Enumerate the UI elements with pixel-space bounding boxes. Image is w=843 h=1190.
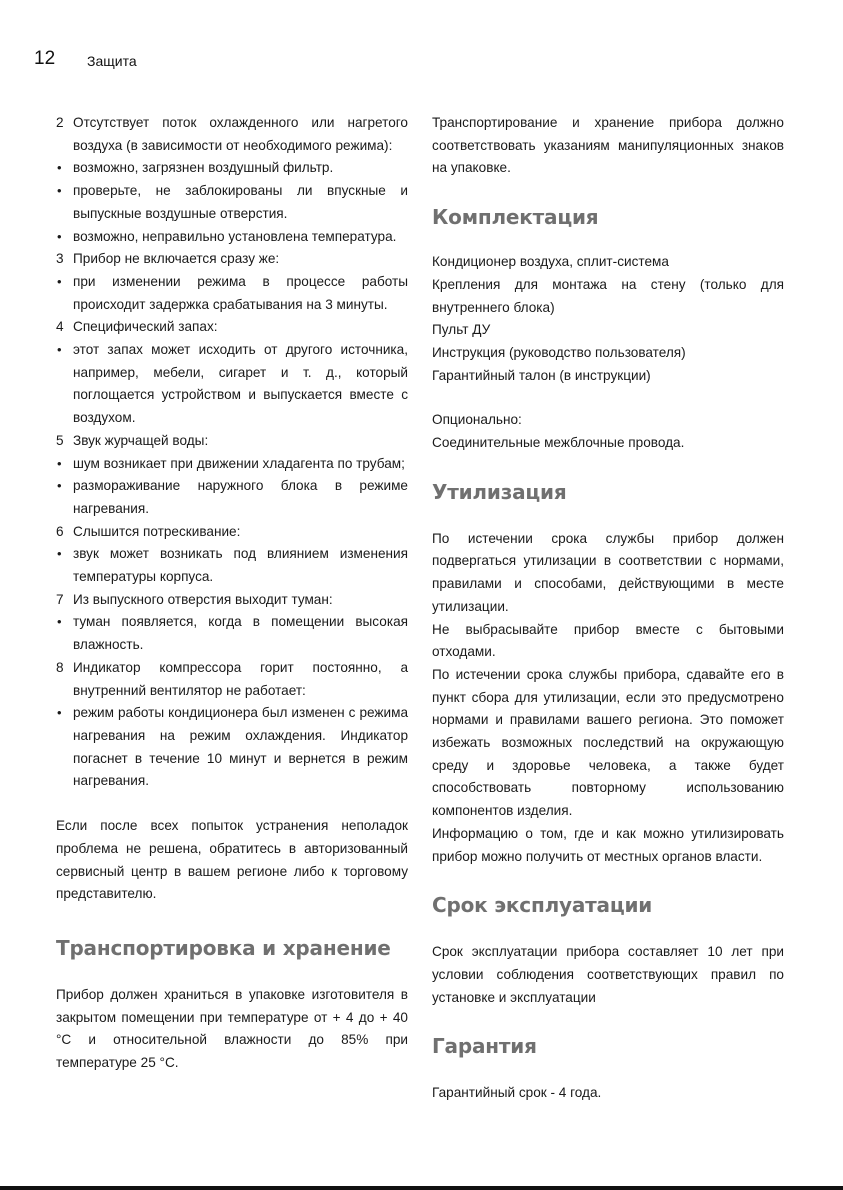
bullet-marker: • <box>57 228 62 244</box>
numbered-item <box>56 589 408 612</box>
item-text: режим работы кондиционера был изменен с режима нагревания на режим охлаждения. Индикатор погаснет в течение 10 минут и вернется в режим нагревания. <box>73 705 408 789</box>
item-text: Из выпускного отверстия выходит туман: <box>73 591 333 607</box>
item-number: 7 <box>56 591 64 607</box>
bullet-marker: • <box>57 705 62 721</box>
bullet-item <box>56 180 408 225</box>
optional-item: Соединительные межблочные провода. <box>432 435 685 451</box>
transport-text: Прибор должен храниться в упаковке изготовителя в закрытом помещении при температуре от + 4 до + 40 °C и относительной влажности до 85% при температуре 25 °C. <box>56 986 408 1071</box>
transport-heading: Транспортировка и хранение <box>56 935 391 960</box>
disposal-paragraph: По истечении срока службы прибор должен подвергаться утилизации в соответствии с нормами, правилами и способами, действующими в месте утилизации. <box>432 530 784 614</box>
bullet-item <box>56 157 408 180</box>
numbered-item <box>56 248 408 271</box>
lifetime-text: Срок эксплуатации прибора составляет 10 лет при условии соблюдения соответствующих правил по установке и эксплуатации <box>432 944 784 1005</box>
lifetime-heading: Срок эксплуатации <box>432 893 653 918</box>
kit-item: Инструкция (руководство пользователя) <box>432 344 686 360</box>
disposal-paragraph: Не выбрасывайте прибор вместе с бытовыми отходами. <box>432 621 784 660</box>
page-number: 12 <box>34 48 56 69</box>
kit-item: Гарантийный талон (в инструкции) <box>432 367 651 383</box>
disposal-heading: Утилизация <box>432 479 567 504</box>
page-section-title: Защита <box>87 53 137 69</box>
service-note: Если после всех попыток устранения неполадок проблема не решена, обратитесь в авторизованный сервисный центр в вашем регионе либо к торговому представителю. <box>56 818 408 902</box>
bullet-marker: • <box>57 273 62 289</box>
item-text: проверьте, не заблокированы ли впускные и выпускные воздушные отверстия. <box>73 183 408 221</box>
bullet-item <box>56 226 408 249</box>
kit-item: Кондиционер воздуха, сплит-система <box>432 254 669 270</box>
item-text: туман появляется, когда в помещении высокая влажность. <box>73 614 408 653</box>
item-text: этот запах может исходить от другого источника, например, мебели, сигарет и т. д., который поглощается устройством и выпускается вместе с воздухом. <box>73 342 408 426</box>
kit-list <box>432 251 784 387</box>
bullet-marker: • <box>57 342 62 358</box>
item-number: 4 <box>56 319 64 335</box>
bullet-item <box>56 611 408 656</box>
numbered-item <box>56 521 408 544</box>
warranty-heading: Гарантия <box>432 1034 537 1059</box>
item-number: 6 <box>56 523 64 539</box>
bullet-item <box>56 339 408 430</box>
item-text: Звук журчащей воды: <box>73 432 209 448</box>
item-text: шум возникает при движении хладагента по трубам; <box>73 455 405 471</box>
item-number: 8 <box>56 659 64 675</box>
bullet-marker: • <box>57 183 62 199</box>
item-text: Индикатор компрессора горит постоянно, а внутренний вентилятор не работает: <box>73 659 408 698</box>
disposal-paragraph: По истечении срока службы прибора, сдавайте его в пункт сбора для утилизации, если это предусмотрено нормами и правилами вашего региона. Это поможет избежать возможных последствий на окружающую среду и здоровье человека, а также будет способствовать повторному использованию компонентов изделия. <box>432 666 784 819</box>
numbered-item <box>56 430 408 453</box>
troubleshooting-list <box>56 112 408 793</box>
numbered-item <box>56 112 408 157</box>
bullet-marker: • <box>57 160 62 176</box>
kit-item: Крепления для монтажа на стену (только для внутреннего блока) <box>432 276 784 315</box>
item-text: при изменении режима в процессе работы происходит задержка срабатывания на 3 минуты. <box>73 273 408 312</box>
kit-heading: Комплектация <box>432 205 599 230</box>
numbered-item <box>56 316 408 339</box>
page-header <box>34 48 55 70</box>
bullet-marker: • <box>57 455 62 471</box>
optional-label: Опционально: <box>432 412 522 428</box>
bullet-marker: • <box>57 546 62 562</box>
right-column <box>432 112 784 1105</box>
bullet-marker: • <box>57 614 62 630</box>
item-text: возможно, загрязнен воздушный фильтр. <box>73 160 334 176</box>
item-text: Прибор не включается сразу же: <box>73 251 280 267</box>
warranty-text: Гарантийный срок - 4 года. <box>432 1085 602 1101</box>
item-text: Отсутствует поток охлажденного или нагретого воздуха (в зависимости от необходимого режима): <box>73 115 408 153</box>
item-text: размораживание наружного блока в режиме нагревания. <box>73 478 408 516</box>
item-number: 2 <box>56 115 64 130</box>
numbered-item <box>56 657 408 702</box>
item-number: 3 <box>56 251 64 267</box>
bullet-item <box>56 271 408 316</box>
transport-text-continued: Транспортирование и хранение прибора должно соответствовать указаниям манипуляционных знаков на упаковке. <box>432 115 784 176</box>
left-column <box>56 112 408 1075</box>
item-number: 5 <box>56 432 64 448</box>
disposal-paragraph: Информацию о том, где и как можно утилизировать прибор можно получить от местных органов власти. <box>432 825 784 864</box>
bottom-rule <box>0 1186 843 1190</box>
item-text: звук может возникать под влиянием изменения температуры корпуса. <box>73 546 408 585</box>
bullet-item <box>56 543 408 588</box>
bullet-marker: • <box>57 478 62 494</box>
kit-item: Пульт ДУ <box>432 322 491 338</box>
bullet-item <box>56 453 408 476</box>
item-text: Слышится потрескивание: <box>73 523 241 539</box>
item-text: возможно, неправильно установлена температура. <box>73 228 397 244</box>
item-text: Специфический запах: <box>73 319 218 335</box>
bullet-item <box>56 702 408 793</box>
bullet-item <box>56 475 408 520</box>
